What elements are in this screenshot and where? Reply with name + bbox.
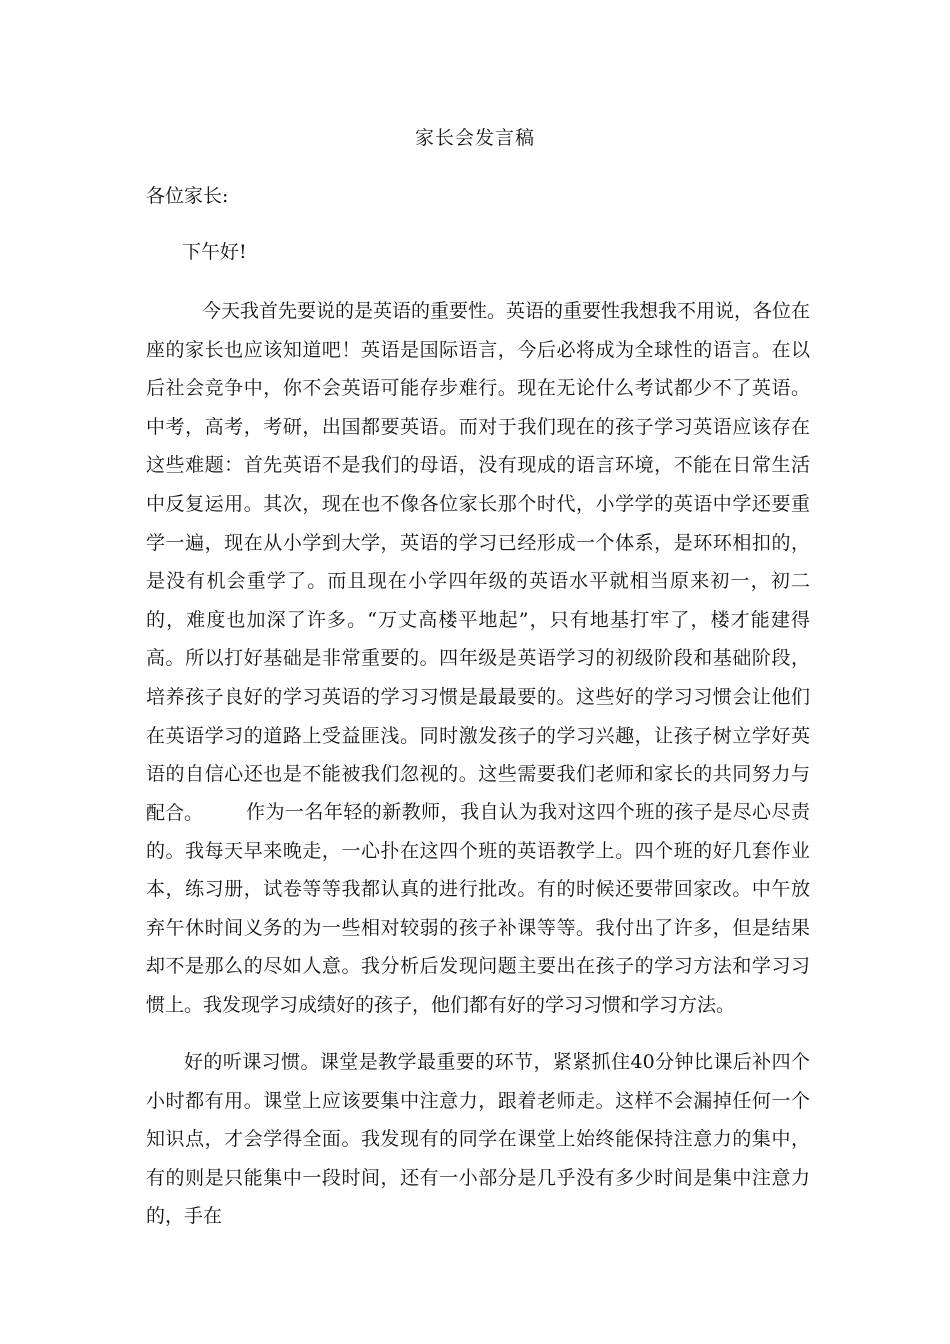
paragraph-importance-of-english: 今天我首先要说的是英语的重要性。英语的重要性我想我不用说，各位在座的家长也应该知道吧！英语是国际语言，今后必将成为全球性的语言。在以后社会竞争中，你不会英语可能存步难行。现在无论什么考试都少不了英语。中考，高考，考研，出国都要英语。而对于我们现在的孩子学习英语应该存在这些难题：首先英语不是我们的母语，没有现成的语言环境，不能在日常生活中反复运用。其次，现在也不像各位家长那个时代，小学学的英语中学还要重学一遍，现在从小学到大学，英语的学习已经形成一个体系，是环环相扣的，是没有机会重学了。而且现在小学四年级的英语水平就相当原来初一，初二的，难度也加深了许多。“万丈高楼平地起”，只有地基打牢了，楼才能建得高。所以打好基础是非常重要的。四年级是英语学习的初级阶段和基础阶段，培养孩子良好的学习英语的学习习惯是最最要的。这些好的学习习惯会让他们在英语学习的道路上受益匪浅。同时激发孩子的学习兴趣，让孩子树立学好英语的自信心还也是不能被我们忽视的。这些需要我们老师和家长的共同努力与配合。 bbox=[146, 300, 811, 824]
greeting: 下午好! bbox=[182, 241, 247, 263]
paragraph-teacher-effort: 作为一名年轻的新教师，我自认为我对这四个班的孩子是尽心尽责的。我每天早来晚走，一心扑在这四个班的英语教学上。四个班的好几套作业本，练习册，试卷等等我都认真的进行批改。有的时候还要带回家改。中午放弃午休时间义务的为一些相对较弱的孩子补课等等。我付出了许多，但是结果却不是那么的尽如人意。我分析后发现问题主要出在孩子的学习方法和学习习惯上。我发现学习成绩好的孩子，他们都有好的学习习惯和学习方法。 bbox=[146, 801, 810, 1016]
paragraph-listening-habits: 好的听课习惯。课堂是教学最重要的环节，紧紧抓住40分钟比课后补四个小时都有用。课堂上应该要集中注意力，跟着老师走。这样不会漏掉任何一个知识点，才会学得全面。我发现有的同学在课堂上始终能保持注意力的集中，有的则是只能集中一段时间，还有一小部分是几乎没有多少时间是集中注意力的，手在 bbox=[146, 1051, 810, 1228]
document-title: 家长会发言稿 bbox=[414, 127, 535, 149]
salutation: 各位家长: bbox=[146, 185, 229, 207]
